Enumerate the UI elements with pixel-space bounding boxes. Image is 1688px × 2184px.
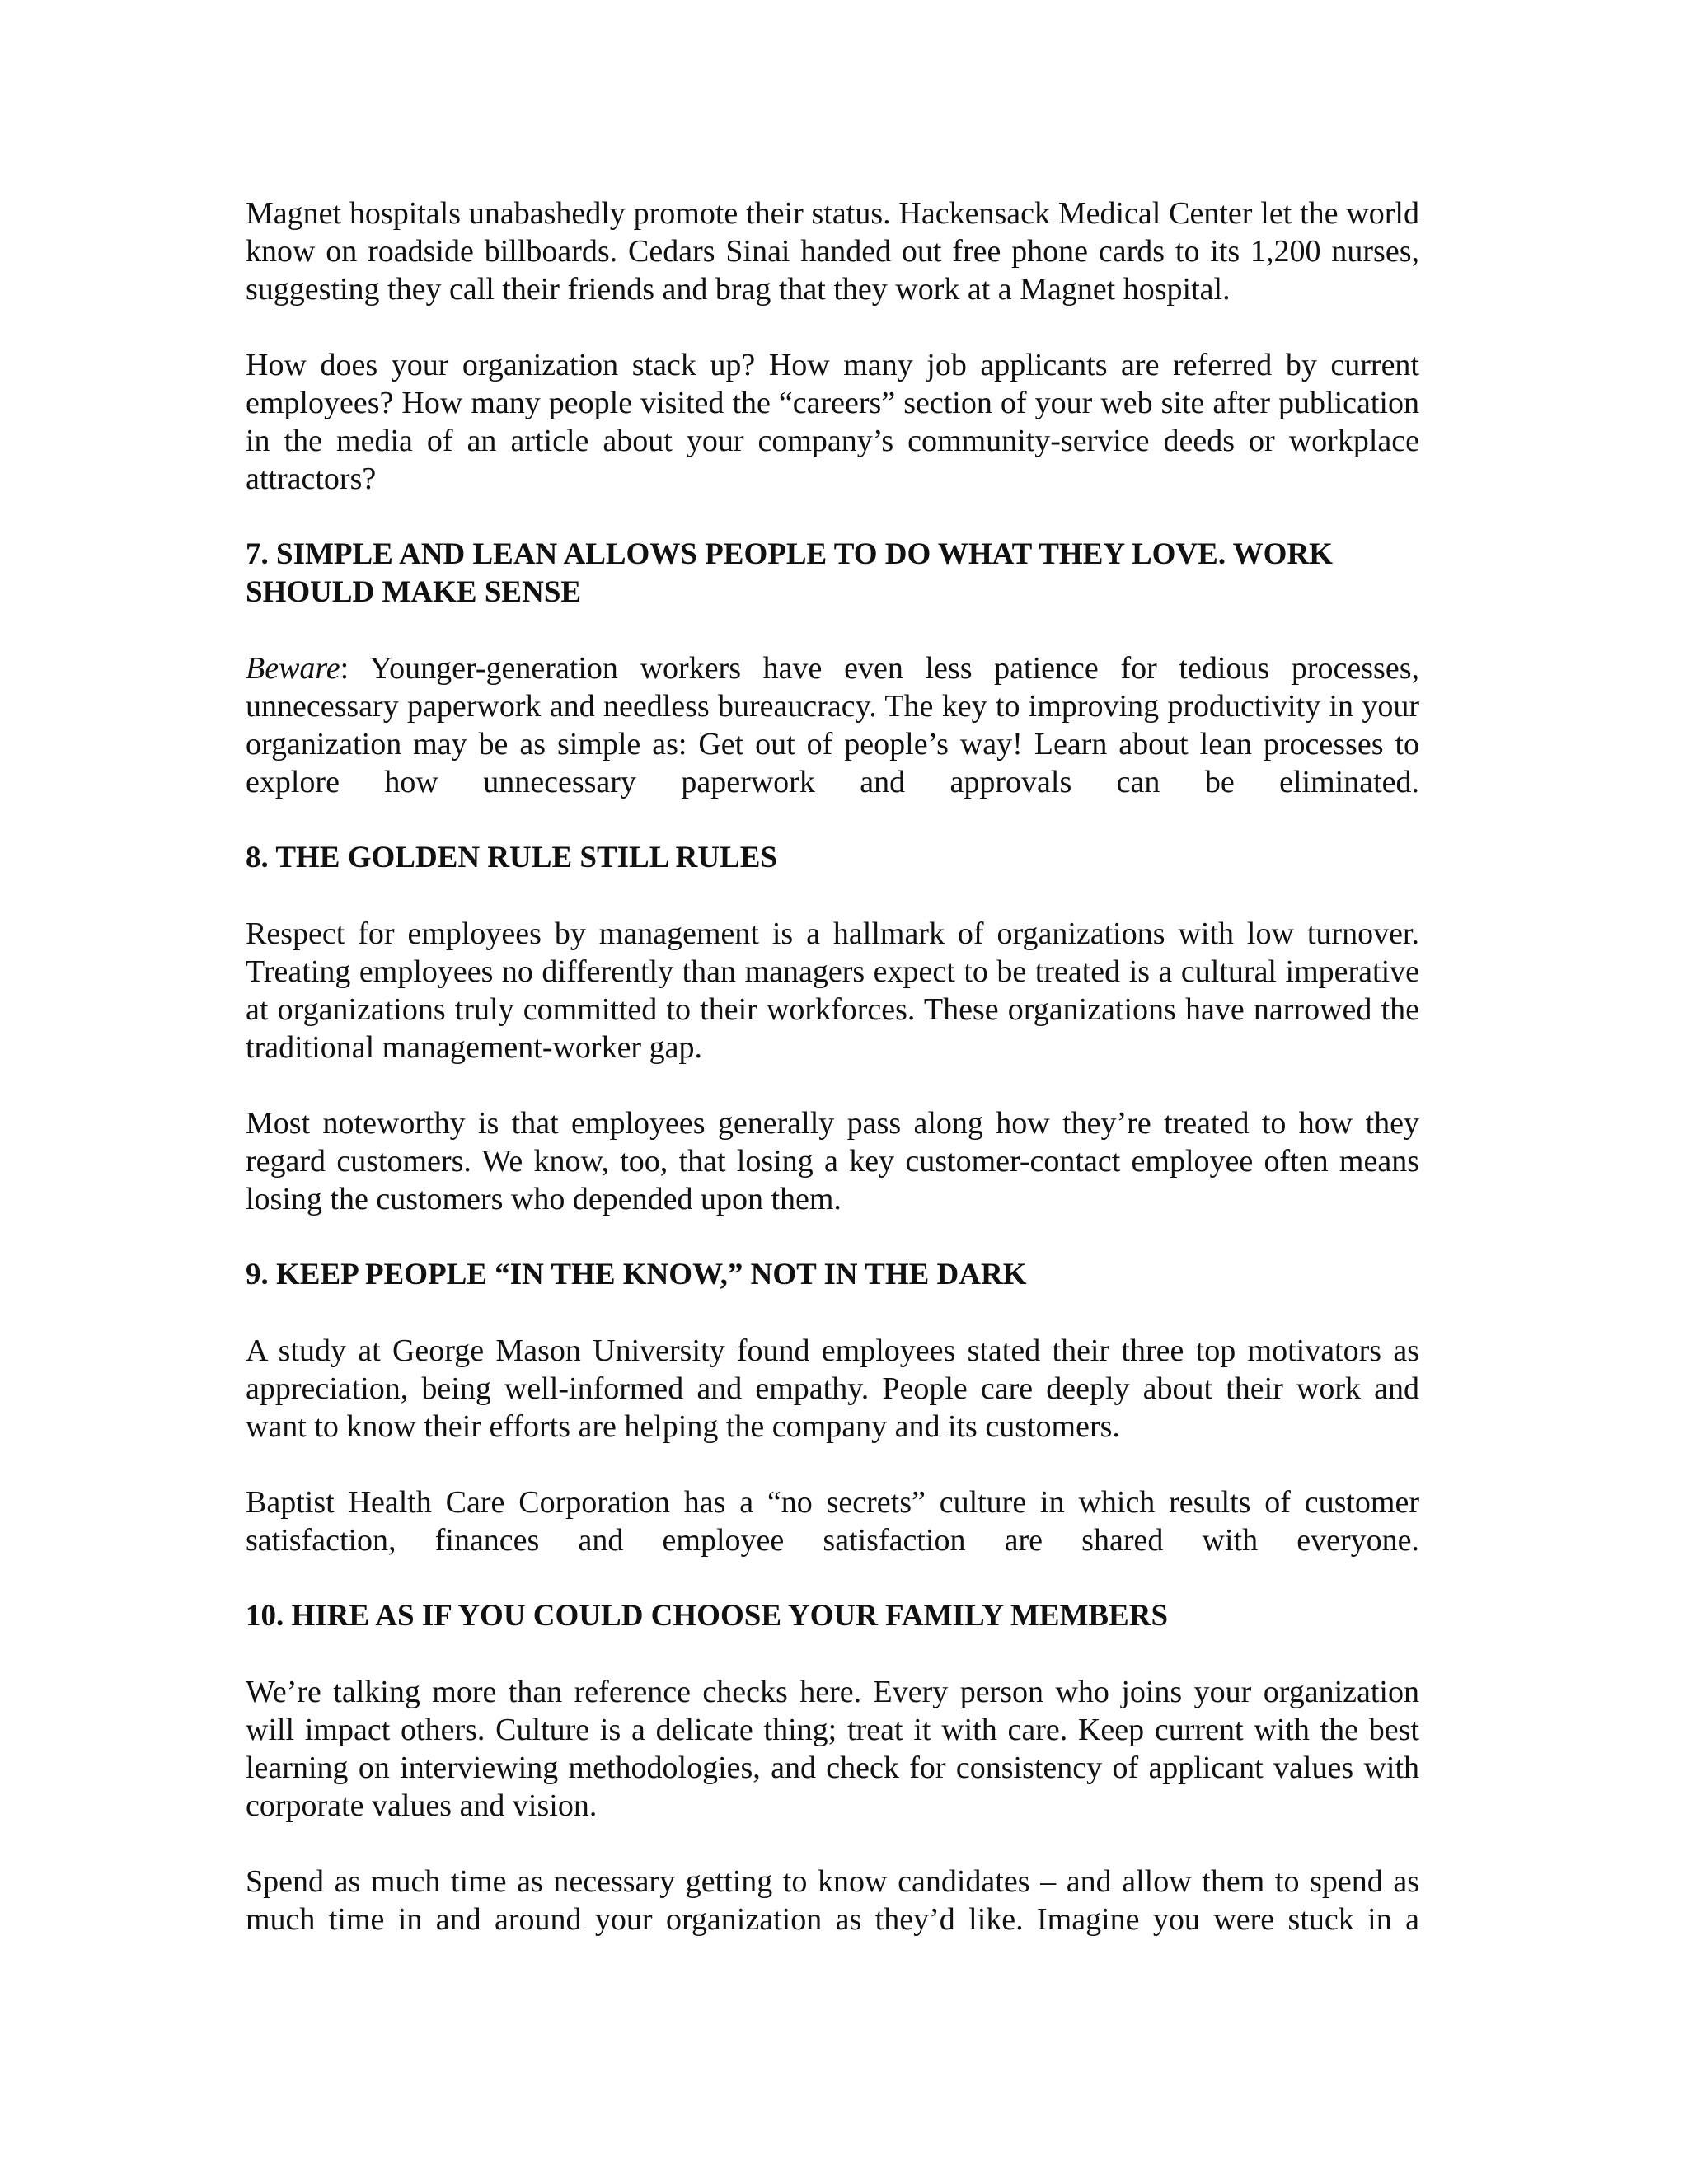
paragraph-spend-time: Spend as much time as necessary getting to know candidates – and allow them to spend as much time in and around your organization as they’d like. Imagine you were stuck in a xyxy=(246,1864,1419,1937)
heading-section-8: 8. THE GOLDEN RULE STILL RULES xyxy=(246,841,777,874)
paragraph-organization-stack-up: How does your organization stack up? How many job applicants are referred by current employees? How many people visited the “careers” section of your web site after publication in the media of an article about your company’s community-service deeds or workplace attractors? xyxy=(246,348,1419,496)
paragraph-reference-checks: We’re talking more than reference checks here. Every person who joins your organization will impact others. Culture is a delicate thing; treat it with care. Keep current with the best learning on interviewing methodologies, and check for consistency of applicant values with corporate values and vision. xyxy=(246,1675,1419,1823)
paragraph-beware xyxy=(246,649,1419,801)
heading-section-10: 10. HIRE AS IF YOU COULD CHOOSE YOUR FAMILY MEMBERS xyxy=(246,1599,1169,1633)
paragraph-baptist-health: Baptist Health Care Corporation has a “no secrets” culture in which results of customer satisfaction, finances and employee satisfaction are shared with everyone. xyxy=(246,1485,1419,1558)
paragraph-respect: Respect for employees by management is a hallmark of organizations with low turnover. Treating employees no differently than managers expect to be treated is a cultural imperative at organizations truly committed to their workforces. These organizations have narrowed the traditional management-worker gap. xyxy=(246,916,1419,1065)
heading-section-9: 9. KEEP PEOPLE “IN THE KNOW,” NOT IN THE DARK xyxy=(246,1258,1027,1291)
paragraph-george-mason-study: A study at George Mason University found employees stated their three top motivators as appreciation, being well-informed and empathy. People care deeply about their work and want to know their efforts are helping the company and its customers. xyxy=(246,1333,1419,1444)
document-page xyxy=(246,194,1419,1938)
beware-text: : Younger-generation workers have even less patience for tedious processes, unnecessary paperwork and needless bureaucracy. The key to improving productivity in your organization may be as simple as: Get out of people’s way! Learn about lean processes to explore how unnecessary paperwork and approvals can be eliminated. xyxy=(246,651,1419,799)
paragraph-noteworthy: Most noteworthy is that employees generally pass along how they’re treated to how they regard customers. We know, too, that losing a key customer-contact employee often means losing the customers who depended upon them. xyxy=(246,1106,1419,1216)
beware-emphasis: Beware xyxy=(246,651,340,686)
paragraph-magnet-hospitals: Magnet hospitals unabashedly promote their status. Hackensack Medical Center let the world know on roadside billboards. Cedars Sinai handed out free phone cards to its 1,200 nurses, suggesting they call their friends and brag that they work at a Magnet hospital. xyxy=(246,196,1419,307)
heading-section-7: 7. SIMPLE AND LEAN ALLOWS PEOPLE TO DO WHAT THEY LOVE. WORK SHOULD MAKE SENSE xyxy=(246,537,1333,609)
